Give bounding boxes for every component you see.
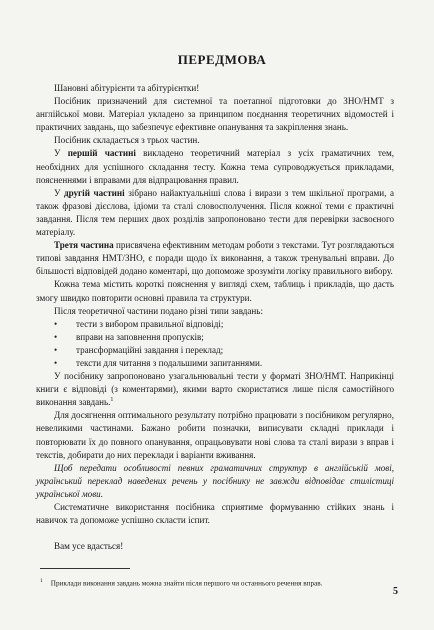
list-item: • трансформаційні завдання і переклад; [54,344,394,357]
footnote [40,577,390,588]
paragraph-conclusion: Систематичне використання посібника сприятиме формуванню стійких знань і навичок та допоможе успішно скласти іспит. [36,502,394,526]
paragraph-part-two [36,187,394,239]
paragraph-task-types: Після теоретичної частини подано різні типи завдань: [54,305,263,316]
part-two-label: другій частині [63,187,125,198]
footnote-text: Приклади виконання завдань можна знайти після першого чи останнього речення вправ. [50,579,323,588]
page-number: 5 [393,586,398,597]
paragraph-method: Для досягнення оптимального результату потрібно працювати з посібником регулярно, невеликими частинами. Бажано робити позначки, виписувати складні приклади і повторювати їх до повного опанування, опрацьовувати нові слова та сталі вирази з вправ і текстів, добирати до них переклади і варіанти вживання. [36,410,394,460]
closing-line: Вам усе вдасться! [54,541,124,552]
part-one-text: викладено теоретичний матеріал з усіх граматичних тем, необхідних для успішного складання тесту. Кожна тема супроводжується прикладами, поясненнями і вправами для відпрацювання правил. [36,148,394,185]
footnote-marker: 1 [110,397,114,404]
paragraph-structure: Посібник складається з трьох частин. [54,135,200,146]
part-two-prefix: У [54,187,64,198]
greeting: Шановні абітурієнти та абітурієнтки! [54,83,200,93]
tests-text: У посібнику запропоновано узагальнювальні тести у форматі ЗНО/НМТ. Наприкінці книги є відповіді (з коментарями), якими варто скористатися лише після самостійного виконання завдань. [36,371,394,408]
part-two-text: зібрано найактуальніші слова і вирази з тем шкільної програми, а також фразові дієслова, ідіоми та сталі словосполучення. Після кожної теми є практичні завдання. Після тем перших двох розділів запропоновано тести для перевірки засвоєного матеріалу. [36,187,394,238]
part-one-label: першій частині [67,148,136,159]
part-one-prefix: У [54,148,68,159]
list-item: • тести з вибором правильної відповіді; [54,318,394,331]
footnote-number: 1 [40,578,43,584]
paragraph-purpose: Посібник призначений для системної та поетапної підготовки до ЗНО/НМТ з англійської мови. Матеріал укладено за принципом поєднання теоретичних відомостей і практичних завдань, що забезпечує ефективне опанування та закріплення знань. [36,96,394,133]
paragraph-part-three [36,239,394,278]
paragraph-tests [36,370,394,409]
list-item: • тексти для читання з подальшими запитаннями. [54,357,394,370]
paragraph-topics: Кожна тема містить короткі пояснення у вигляді схем, таблиць і прикладів, що дасть змогу швидко повторити основні правила та структури. [36,279,394,303]
page-title: ПЕРЕДМОВА [177,52,267,67]
part-three-text: присвячена ефективним методам роботи з текстами. Тут розглядаються типові завдання НМТ/ЗНО, є поради щодо їх виконання, а також тренувальні вправи. До більшості відповідей додано коментарі, що допоможе зрозуміти логіку правильного вибору. [36,240,395,277]
task-types-list [36,318,394,370]
paragraph-part-one [36,147,394,186]
paragraph-translation-note: Щоб передати особливості певних граматичних структур в англійській мові, український переклад наведених речень у посібнику не завжди відповідає стилістиці української мови. [36,462,394,499]
footnote-divider [40,568,130,569]
part-three-label: Третя частина [54,240,114,251]
list-item: • вправи на заповнення пропусків; [54,331,394,344]
